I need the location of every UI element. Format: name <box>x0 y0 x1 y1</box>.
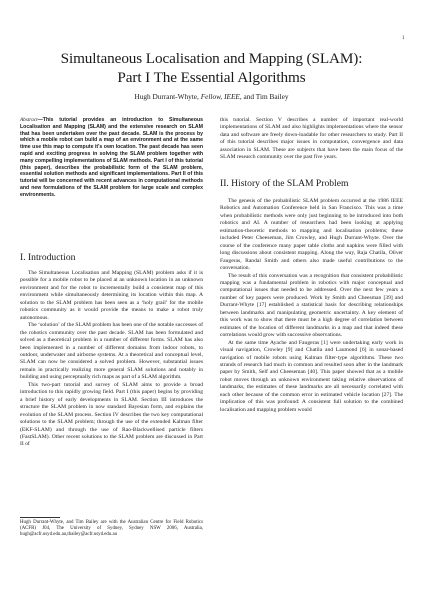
title-line-1: Simultaneous Localisation and Mapping (SLAM): <box>60 50 363 67</box>
author-fellow-title: Fellow, IEEE <box>200 92 240 101</box>
intro-paragraph: The Simultaneous Localisation and Mapping (SLAM) problem asks if it is possible for a mobile robot to be placed at an unknown location in an unknown environment and for the robot to incrementally build a consistent map of this environment while simultaneously determining its location within this map. A solution to the SLAM problem has been seen as a ‘holy grail’ for the mobile robotics community as it would provide the means to make a robot truly autonomous. <box>20 270 203 321</box>
intro-paragraph: The ‘solution’ of the SLAM problem has been one of the notable successes of the robotics community over the past decade. SLAM has been formulated and solved as a theoretical problem in a number of different forms. SLAM has also been implemented in a number of different domains from indoor robots, to outdoor, underwater and airborne systems. At a theoretical and conceptual level, SLAM can now be considered a solved problem. However, substantial issues remain in practically realizing more general SLAM solutions and notably in building and using perceptually rich maps as part of a SLAM algorithm. <box>20 322 203 381</box>
right-column-intro-continuation <box>220 117 403 162</box>
intro-paragraph: This two-part tutorial and survey of SLAM aims to provide a broad introduction to this rapidly growing field. Part I (this paper) begins by providing a brief history of early developments in SLAM. Section III introduces the structure the SLAM problem in now standard Bayesian form, and explains the evolution of the SLAM process. Section IV describes the two key computational solutions to the SLAM problem; through the use of the extended Kalman filter (EKF-SLAM) and through the use of Rao-Blackwellised particle filters (FastSLAM). Other recent solutions to the SLAM problem are discussed in Part II of <box>20 381 203 448</box>
abstract <box>20 117 203 199</box>
history-body <box>220 198 403 414</box>
page-number: 1 <box>402 36 405 41</box>
section-heading-introduction: I. Introduction <box>20 252 76 263</box>
intro-continued-paragraph: this tutorial. Section V describes a number of important real-world implementations of SLAM and also highlights implementations where the sensor data and software are freely down-loadable for other researchers to study. Part II of this tutorial describes major issues in computation, convergence and data association in SLAM. These are subjects that have been the main focus of the SLAM research community over the past five years. <box>220 117 403 161</box>
introduction-body <box>20 270 203 449</box>
section-heading-history: II. History of the SLAM Problem <box>220 178 349 189</box>
paper-title <box>30 49 393 87</box>
history-paragraph: The genesis of the probabilistic SLAM problem occurred at the 1986 IEEE Robotics and Automation Conference held in San Francisco. This was a time when probabilistic methods were only just beginning to be introduced into both robotics and AI. A number of researchers had been looking at applying estimation-theoretic methods to mapping and localisation problems; these included Peter Cheeseman, Jim Crowley, and Hugh Durrant-Whyte. Over the course of the conference many paper table cloths and napkins were filled with long discussions about consistent mapping. Along the way, Raja Chatila, Oliver Faugeras, Randal Smith and others also made useful contributions to the conversation. <box>220 198 403 272</box>
title-line-2: Part I The Essential Algorithms <box>117 69 306 86</box>
history-paragraph: The result of this conversation was a recognition that consistent probabilistic mapping was a fundamental problem in robotics with major conceptual and computational issues that needed to be addressed. Over the next few years a number of key papers were produced. Work by Smith and Cheesman [39] and Durrant-Whyte [17] established a statistical basis for describing relationships between landmarks and manipulating geometric uncertainty. A key element of this work was to show that there must be a high degree of correlation between estimates of the location of different landmarks in a map and that indeed these correlations would grow with successive observations. <box>220 272 403 339</box>
abstract-text: —This tutorial provides an introduction to Simultaneous Localisation and Mapping (SLAM) and the extensive research on SLAM that has been undertaken over the past decade. SLAM is the process by which a mobile robot can build a map of an environment and at the same time use this map to compute it's own location. The past decade has seen rapid and exciting progress in solving the SLAM problem together with many compelling implementations of SLAM methods. Part I of this tutorial (this paper), describes the probabilistic form of the SLAM problem, essential solution methods and significant implementations. Part II of this tutorial will be concerned with recent advances in computational methods and new formulations of the SLAM problem for large scale and complex environments. <box>20 117 203 198</box>
author-line: Hugh Durrant-Whyte, Fellow, IEEE, and Tim Bailey <box>134 92 289 101</box>
abstract-label: Abstract <box>20 117 38 123</box>
footnote: Hugh Durrant-Whyte, and Tim Bailey are with the Australian Centre for Field Robotics (ACFR) J04, The University of Sydney, Sydney NSW 2006, Australia, hugh@acfr.usyd.edu.au,tbailey@acfr.usyd.edu.au <box>20 520 203 537</box>
footnote-rule <box>20 517 60 518</box>
history-paragraph: At the same time Ayache and Faugeras [1] were undertaking early work in visual navigation, Crowley [9] and Chatila and Laumond [6] in sonar-based navigation of mobile robots using Kalman filter-type algorithms. These two strands of research had much in common and resulted soon after in the landmark paper by Smith, Self and Cheeseman [40]. This paper showed that as a mobile robot moves through an unknown environment taking relative observations of landmarks, the estimates of these landmarks are all necessarily correlated with each other because of the common error in estimated vehicle location [27]. The implication of this was profound: A consistent full solution to the combined localisation and mapping problem would <box>220 339 403 413</box>
